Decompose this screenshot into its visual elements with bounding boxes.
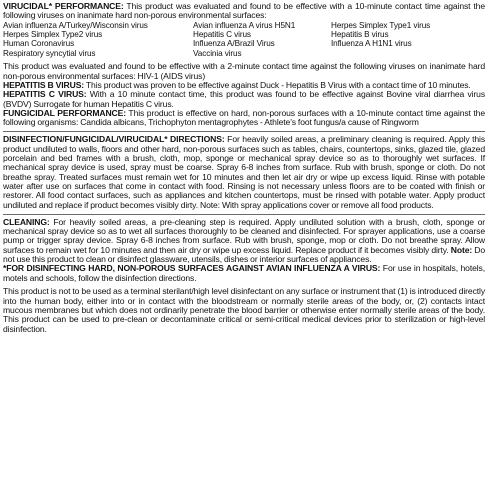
directions-paragraph bbox=[3, 135, 485, 210]
hepatitis-b-heading: HEPATITIS B VIRUS: bbox=[3, 80, 85, 91]
virucidal-intro-text: This product was evaluated and found to be effective with a 10-minute contact time against the following viruses on inanimate hard non-porous environmental surfaces: bbox=[3, 1, 485, 21]
virus-item: Herpes Simplex Type2 virus bbox=[3, 29, 103, 39]
cleaning-note-text: Do not use this product to clean or disinfect glassware, utensils, dishes or interior surfaces of appliances. bbox=[3, 244, 485, 264]
avian-paragraph bbox=[3, 264, 485, 283]
virus-list bbox=[3, 21, 485, 58]
hiv-paragraph: This product was evaluated and found to be effective with a 2-minute contact time against the following viruses on inanimate hard non-porous environmental surfaces: HIV-1 (AIDS virus) bbox=[3, 61, 485, 81]
fungicidal-text: This product is effective on hard, non-porous surfaces with a 10-minute contact time against the following organisms: Candida albicans, Trichophyton mentagrophytes - Athlete's foot fungus/a cause of Ringworm bbox=[3, 108, 485, 128]
virucidal-heading: VIRUCIDAL* PERFORMANCE: bbox=[3, 1, 124, 11]
cleaning-paragraph bbox=[3, 218, 485, 265]
hepatitis-c-paragraph bbox=[3, 90, 485, 109]
virucidal-section bbox=[3, 2, 485, 128]
cleaning-note-label: Note: bbox=[450, 244, 473, 255]
cleaning-heading: CLEANING: bbox=[3, 216, 50, 227]
virus-item: Respiratory syncytial virus bbox=[3, 48, 96, 58]
directions-section bbox=[3, 135, 485, 210]
directions-heading: DISINFECTION/FUNGICIDAL/VIRUCIDAL* DIRECTIONS: bbox=[3, 134, 225, 145]
virus-item: Influenza A H1N1 virus bbox=[331, 39, 412, 49]
virus-item: Herpes Simplex Type1 virus bbox=[331, 20, 431, 30]
section-divider bbox=[3, 131, 485, 132]
virucidal-intro bbox=[3, 2, 485, 21]
virus-item: Avian influenza A/Turkey/Wisconsin virus bbox=[3, 20, 148, 30]
virus-item: Human Coronavirus bbox=[3, 39, 75, 49]
virus-item bbox=[331, 49, 485, 58]
virus-item: Influenza A/Brazil Virus bbox=[193, 39, 275, 49]
cleaning-section bbox=[3, 218, 485, 335]
virus-item: Hepatitis C virus bbox=[193, 29, 251, 39]
virus-item: Avian influenza A virus H5N1 bbox=[193, 20, 296, 30]
hepatitis-c-text: With a 10 minute contact time, this product was found to be effective against Bovine viral diarrhea virus (BVDV) Surrogate for human Hepatitis C virus. bbox=[3, 89, 485, 109]
virus-item: Hepatitis B virus bbox=[331, 29, 389, 39]
avian-heading: *FOR DISINFECTING HARD, NON-POROUS SURFACES AGAINST AVIAN INFLUENZA A VIRUS: bbox=[3, 263, 381, 274]
avian-text: For use in hospitals, hotels, motels and schools, follow the disinfection directions. bbox=[3, 263, 485, 283]
fungicidal-paragraph bbox=[3, 109, 485, 128]
fungicidal-heading: FUNGICIDAL PERFORMANCE: bbox=[3, 108, 126, 119]
directions-text: For heavily soiled areas, a preliminary cleaning is required. Apply this product undiluted to walls, floors and other hard, non-porous surfaces such as tables, chairs, countertops, sinks, glazed tile, glazed porcelain and bed frames with a brush, cloth, mop, sponge or mechanical spray device so as to thoroughly wet surfaces. If mechanical spray device is used, spray must be coarse. Spray 6-8 inches from surface. Rub with brush, sponge or cloth. Do not breathe spray. Treated surfaces must remain wet for 10 minutes and then let air dry or wipe up excess liquid. Rinse with potable water after use on surfaces that come in contact with food. Rinsing is not necessary unless floors are to be coated with finish or restorer. All food contact surfaces, such as appliances and kitchen countertops, must be rinsed with potable water. Apply product undiluted and replace if product becomes visibly dirty. Note: With spray applications cover or remove all food products. bbox=[3, 134, 485, 210]
hepatitis-c-heading: HEPATITIS C VIRUS: bbox=[3, 89, 87, 100]
sterilant-paragraph: This product is not to be used as a terminal sterilant/high level disinfectant on any surface or instrument that (1) is introduced directly into the human body, either into or in contact with the bloodstream or normally sterile areas of the body, or, (2) contacts intact mucous membranes but which does not ordinarily penetrate the blood barrier or otherwise enter normally sterile areas of the body. This product can be used to pre-clean or decontaminate critical or semi-critical medical devices prior to sterilization or high-level disinfection. bbox=[3, 286, 485, 334]
virus-item: Vaccinia virus bbox=[193, 48, 242, 58]
cleaning-text: For heavily soiled areas, a pre-cleaning step is required. Apply undiluted solution with a brush, cloth, sponge or mechanical spray device so as to wet all surfaces thoroughly to be cleaned and disinfected. For sprayer applications, use a coarse pump or trigger spray device. Spray 6-8 inches from surface. Rub with brush, sponge, mop or cloth. Do not breathe spray. Allow surfaces to remain wet for 10 minutes and then air dry or wipe up excess liquid. Replace product if it becomes visibly dirty. bbox=[3, 216, 485, 255]
hepatitis-b-text: This product was proven to be effective against Duck - Hepatitis B Virus with a contact time of 10 minutes. bbox=[84, 80, 471, 91]
section-divider bbox=[3, 214, 485, 215]
